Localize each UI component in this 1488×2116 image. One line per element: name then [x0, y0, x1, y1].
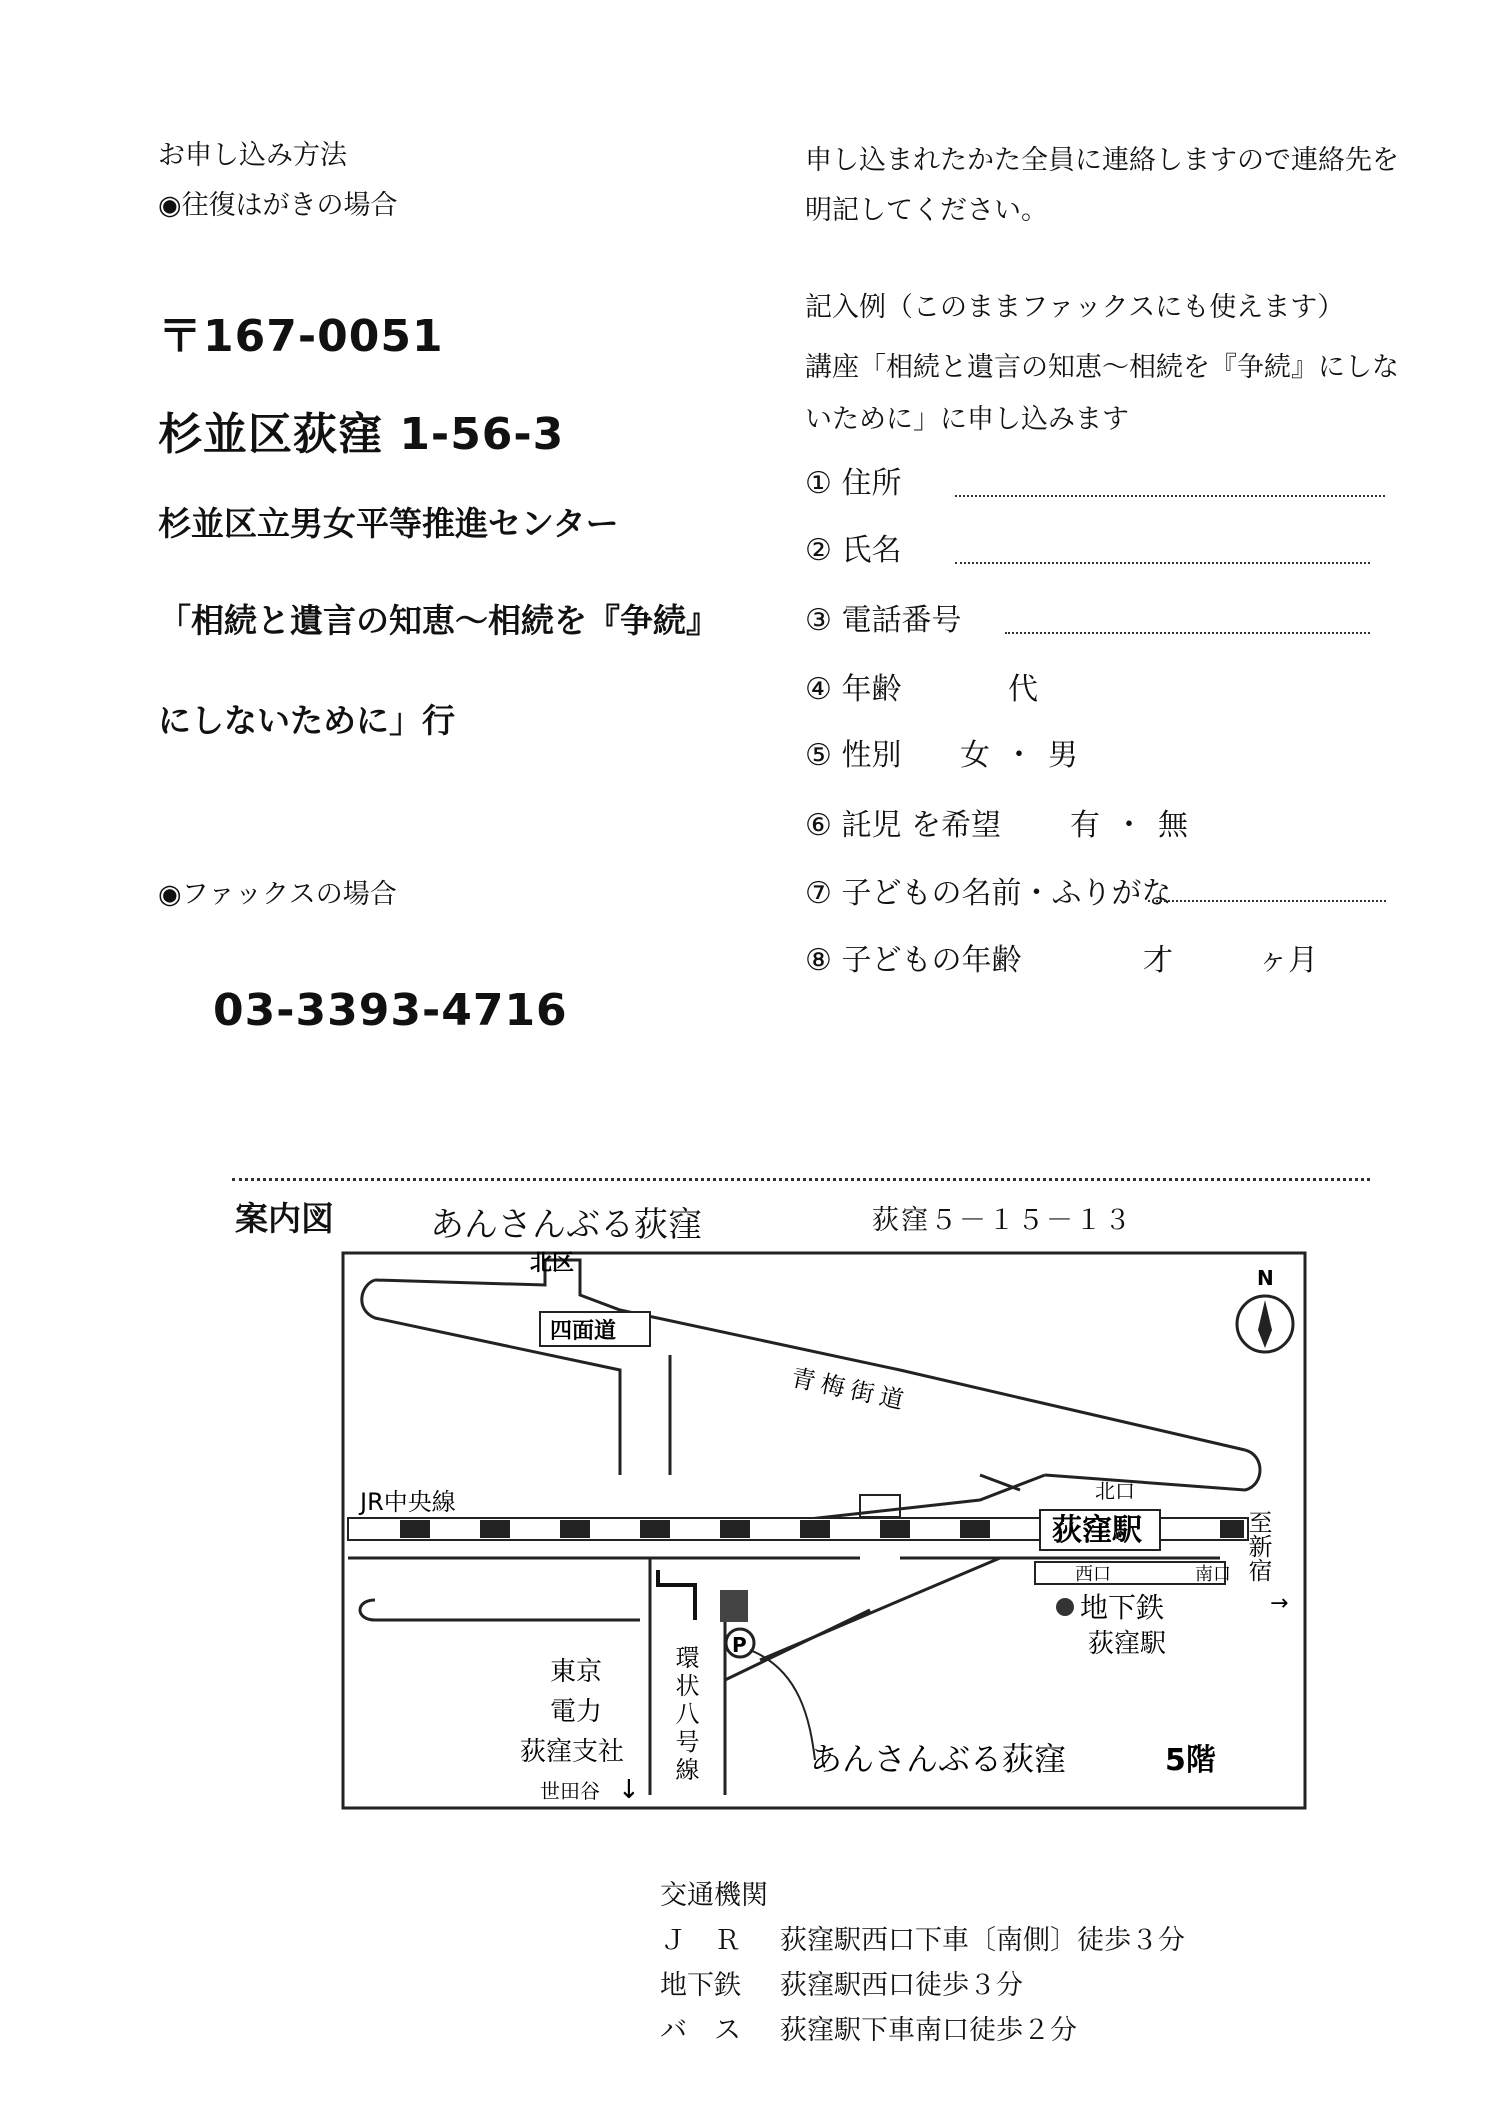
station-label: 荻窪駅	[1052, 1513, 1142, 1548]
address-fill-line[interactable]	[955, 495, 1385, 497]
access-row-jr	[660, 1918, 1185, 1957]
item-label: 住所	[841, 466, 902, 501]
form-item-age	[805, 664, 901, 708]
shinjuku-arrow: →	[1270, 1591, 1289, 1616]
form-item-phone	[805, 595, 961, 639]
age-suffix: 代	[1008, 672, 1038, 707]
item-number: ⑤	[805, 738, 832, 773]
item-number: ④	[805, 672, 832, 707]
item-number: ①	[805, 466, 832, 501]
floor-label: 5階	[1165, 1743, 1216, 1778]
postcard-section	[158, 183, 398, 222]
minamiguchi-label: 南口	[1195, 1564, 1231, 1585]
item-label: 託児 を希望	[841, 808, 1001, 843]
child-age-years: 才	[1143, 943, 1173, 978]
jr-line-label: JR中央線	[360, 1488, 456, 1516]
fax-number: 03-3393-4716	[213, 985, 568, 1036]
phone-fill-line[interactable]	[1005, 632, 1370, 634]
postal-code: 〒167-0051	[158, 311, 444, 362]
access-mode: バ ス	[660, 2015, 741, 2046]
item-number: ③	[805, 603, 832, 638]
notice-line1: 申し込まれたかた全員に連絡しますので連絡先を	[805, 145, 1399, 176]
subway-label: 地下鉄	[1080, 1591, 1165, 1624]
tepco-label-3: 荻窪支社	[520, 1737, 625, 1767]
form-item-name	[805, 525, 901, 569]
kitaguchi-label: 北口	[1095, 1479, 1135, 1503]
child-age-months: ヶ月	[1258, 943, 1318, 978]
setagaya-label: 世田谷	[540, 1779, 600, 1803]
north-label: N	[1257, 1266, 1274, 1290]
parking-label: P	[732, 1633, 747, 1657]
form-item-child-name	[805, 868, 1171, 912]
item-number: ⑧	[805, 943, 832, 978]
form-item-gender	[805, 730, 901, 774]
access-mode: Ｊ Ｒ	[660, 1925, 741, 1956]
to-shinjuku-label: 至新宿	[1244, 1510, 1272, 1582]
access-detail: 荻窪駅下車南口徒歩２分	[780, 2015, 1077, 2046]
item-label: 電話番号	[841, 603, 962, 638]
access-detail: 荻窪駅西口下車〔南側〕徒歩３分	[780, 1925, 1185, 1956]
organization-name: 杉並区立男女平等推進センター	[158, 504, 619, 543]
venue-floor-label: あんさんぶる荻窪	[810, 1740, 1067, 1778]
item-label: 子どもの名前・ふりがな	[841, 876, 1172, 911]
nishiguchi-label: 西口	[1075, 1564, 1111, 1585]
method-title: お申し込み方法	[158, 140, 347, 171]
section-divider	[232, 1178, 1370, 1181]
shimenmichi-label: 四面道	[550, 1319, 617, 1344]
map-title: 案内図	[235, 1199, 334, 1238]
item-label: 年齢	[841, 672, 902, 707]
street-address: 杉並区荻窪 1-56-3	[158, 409, 565, 460]
item-label: 子どもの年齢	[841, 943, 1022, 978]
subway-station-label: 荻窪駅	[1088, 1629, 1167, 1659]
form-example-label: 記入例（このままファックスにも使えます）	[805, 292, 1345, 323]
form-item-address	[805, 458, 901, 502]
access-row-bus	[660, 2008, 1077, 2047]
postcard-label: 往復はがきの場合	[181, 190, 398, 221]
ome-kaido-label: 青梅街道	[788, 1363, 912, 1416]
building-block	[720, 1590, 748, 1622]
map-venue-name: あんさんぶる荻窪	[430, 1205, 702, 1245]
item-label: 性別	[841, 738, 902, 773]
kanpachi-label: 環状八号線	[671, 1645, 699, 1785]
form-intro-line2: いために」に申し込みます	[805, 404, 1129, 435]
course-title-line1: 「相続と遺言の知恵～相続を『争続』	[158, 601, 719, 640]
access-title: 交通機関	[660, 1880, 768, 1911]
access-detail: 荻窪駅西口徒歩３分	[780, 1970, 1023, 2001]
childcare-options[interactable]: 有・無	[1070, 808, 1202, 843]
child-name-fill-line[interactable]	[1148, 900, 1386, 902]
gender-options[interactable]: 女・男	[960, 738, 1092, 773]
notice-line2: 明記してください。	[805, 195, 1048, 226]
name-fill-line[interactable]	[955, 562, 1370, 564]
subway-icon	[1056, 1598, 1074, 1616]
venue-address: 荻窪５－１５－１３	[872, 1205, 1133, 1236]
form-item-childcare	[805, 800, 1001, 844]
access-row-subway	[660, 1963, 1023, 2002]
fax-section	[158, 872, 397, 911]
bullet-icon: ◉	[158, 879, 182, 910]
tepco-label-2: 電力	[550, 1697, 603, 1727]
setagaya-arrow: ↓	[618, 1775, 640, 1805]
form-intro-line1: 講座「相続と遺言の知恵～相続を『争続』にしな	[805, 352, 1399, 383]
item-number: ⑥	[805, 808, 832, 843]
item-number: ②	[805, 533, 832, 568]
item-number: ⑦	[805, 876, 832, 911]
course-title-line2: にしないために」行	[158, 701, 455, 740]
item-label: 氏名	[841, 533, 902, 568]
form-item-child-age	[805, 935, 1021, 979]
access-mode: 地下鉄	[660, 1970, 741, 2001]
bullet-icon: ◉	[158, 190, 182, 221]
kitaku-label: 北区	[530, 1251, 575, 1276]
fax-label: ファックスの場合	[181, 879, 397, 910]
tepco-label-1: 東京	[550, 1657, 603, 1687]
area-map	[340, 1240, 1320, 1820]
